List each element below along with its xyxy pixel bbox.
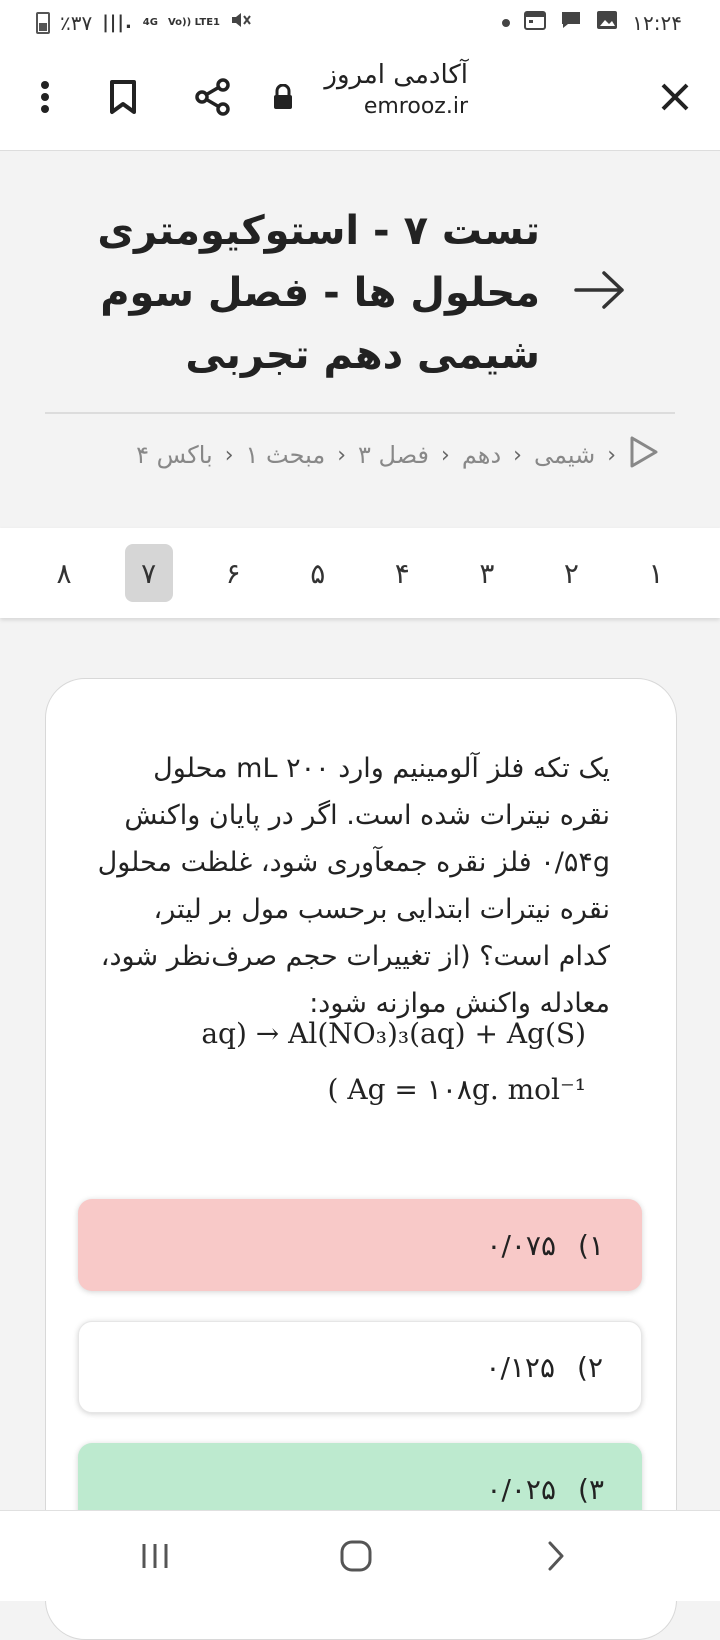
option-number: ۳): [578, 1472, 604, 1506]
status-bar: [0, 0, 720, 44]
chevron-icon: ‹: [607, 442, 616, 468]
battery-percent: ٪۳۷: [60, 10, 93, 35]
question-tab[interactable]: ۱: [648, 556, 664, 590]
header-divider: [45, 412, 675, 414]
mute-icon: [230, 10, 252, 35]
question-tabs: [0, 528, 720, 618]
play-icon[interactable]: [628, 435, 660, 475]
chevron-icon: ‹: [337, 442, 347, 468]
notification-dot-icon: [502, 19, 510, 27]
more-icon[interactable]: [20, 72, 70, 122]
molar-mass: ( Ag = ۱۰۸g. mol⁻¹: [327, 1073, 586, 1106]
breadcrumb-item[interactable]: باکس ۴: [136, 441, 213, 469]
message-icon: [560, 10, 582, 35]
bookmark-icon[interactable]: [98, 72, 148, 122]
option-value: ۰/۰۲۵: [486, 1472, 557, 1506]
chevron-icon: ‹: [513, 442, 522, 468]
question-text: یک تکه فلز آلومینیم وارد ۲۰۰ mL محلول نقره نیترات شده است. اگر در پایان واکنش ۰/۵۴g فلز نقره جمعآوری شود، غلظت محلول نقره نیترات ابتدایی برحسب مول بر لیتر، کدام است؟ (از تغییرات حجم صرف‌نظر شود، معادله واکنش موازنه شود:: [97, 753, 610, 1019]
option-number: ۱): [578, 1228, 604, 1262]
question-tab[interactable]: ۶: [225, 556, 241, 590]
question-tab[interactable]: ۴: [394, 556, 410, 590]
site-url: emrooz.ir: [363, 94, 468, 119]
site-info[interactable]: [258, 60, 468, 119]
page-title: تست ۷ - استوکیومتری محلول ها - فصل سوم شیمی دهم تجربی: [97, 208, 540, 378]
browser-toolbar: [0, 44, 720, 151]
question-tab[interactable]: ۵: [310, 556, 326, 590]
question-tab[interactable]: ۲: [563, 556, 579, 590]
option-number: ۲): [577, 1350, 603, 1384]
breadcrumb-item[interactable]: دهم: [461, 441, 502, 469]
answer-option-1[interactable]: [78, 1199, 642, 1291]
reaction-equation: aq) → Al(NO₃)₃(aq) + Ag(S): [201, 1017, 586, 1050]
back-arrow-icon[interactable]: [574, 270, 626, 314]
home-icon[interactable]: [326, 1531, 386, 1581]
breadcrumb: [136, 435, 660, 475]
network-type: 4G: [142, 16, 158, 28]
recent-apps-icon[interactable]: [125, 1531, 185, 1581]
page-header: [0, 152, 720, 528]
breadcrumb-item[interactable]: مبحث ۱: [245, 441, 326, 469]
answer-option-2[interactable]: [78, 1321, 642, 1413]
option-value: ۰/۰۷۵: [486, 1228, 557, 1262]
system-nav-bar: [0, 1510, 720, 1601]
chevron-icon: ‹: [441, 442, 450, 468]
volte-indicator: Vo)) LTE1: [167, 16, 220, 28]
status-right: [502, 10, 682, 35]
question-tab[interactable]: ۸: [56, 556, 72, 590]
breadcrumb-item[interactable]: فصل ۳: [358, 441, 429, 469]
breadcrumb-item[interactable]: شیمی: [533, 441, 596, 469]
signal-icon: |||.: [102, 12, 133, 33]
battery-icon: [36, 12, 50, 34]
chevron-icon: ‹: [224, 442, 234, 468]
share-icon[interactable]: [188, 72, 238, 122]
back-icon[interactable]: [526, 1531, 586, 1581]
gallery-icon: [596, 10, 618, 35]
calendar-icon: [524, 10, 546, 35]
clock: ۱۲:۲۴: [632, 10, 682, 35]
question-tab-active[interactable]: ۷: [125, 544, 173, 602]
option-value: ۰/۱۲۵: [485, 1350, 556, 1384]
status-left: [36, 10, 252, 35]
close-icon[interactable]: [650, 72, 700, 122]
question-card: [45, 678, 677, 1640]
site-title: آکادمی امروز: [324, 60, 468, 90]
question-tab[interactable]: ۳: [479, 556, 495, 590]
